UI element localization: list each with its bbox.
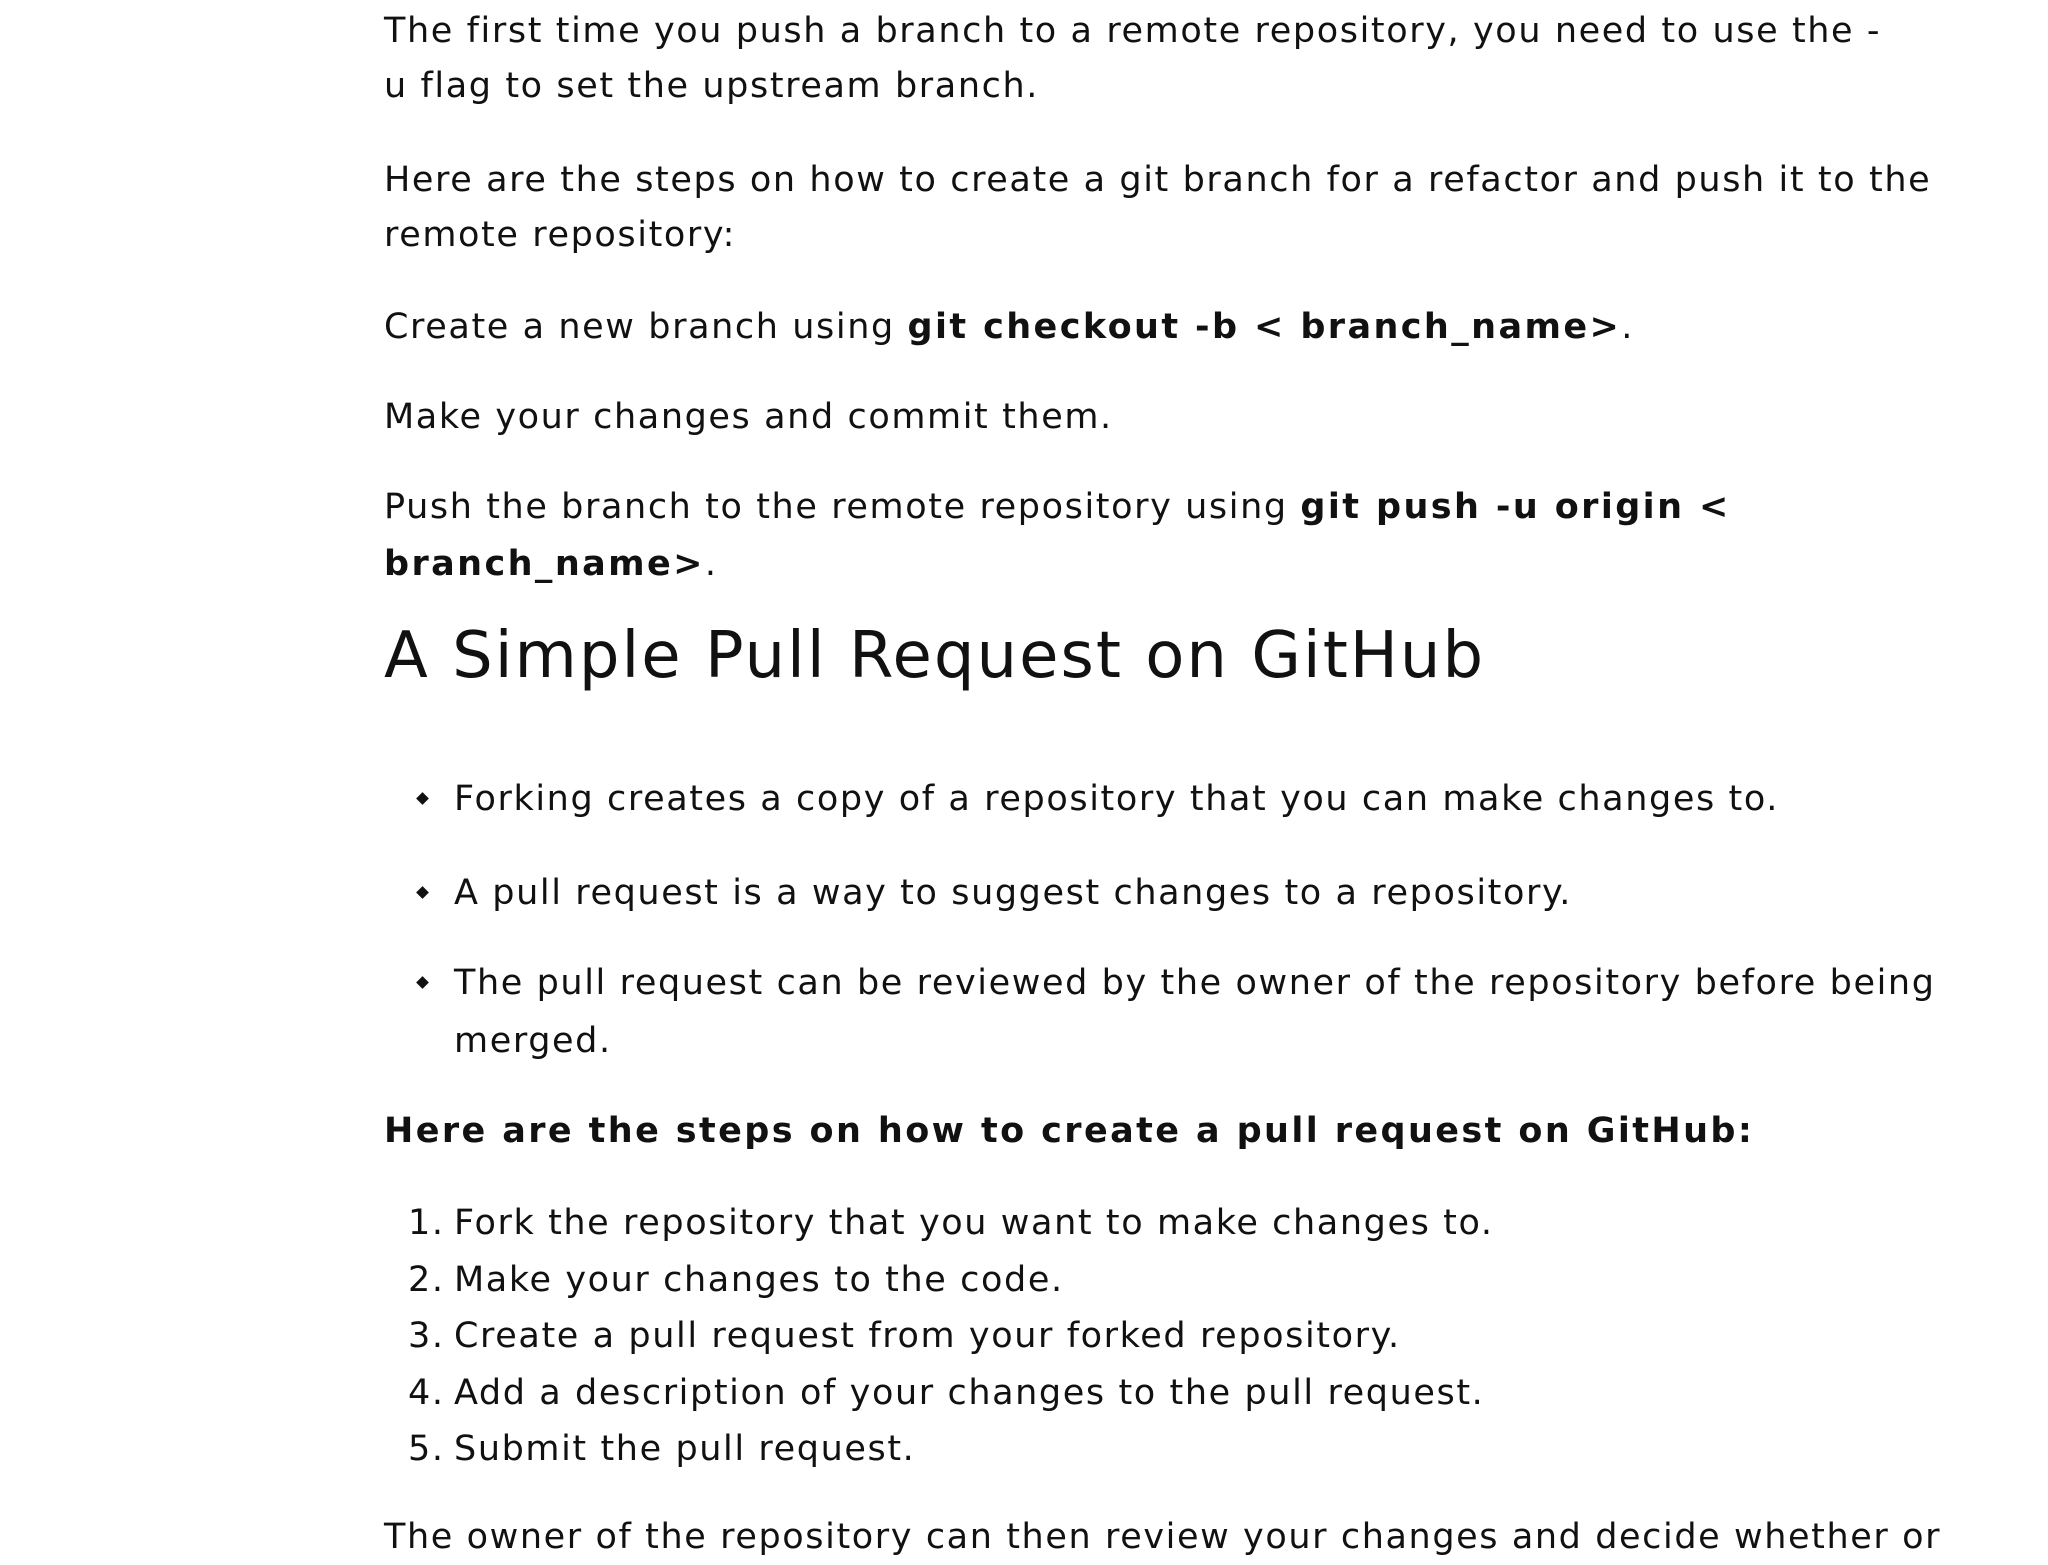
step-create-branch — [384, 299, 1634, 355]
step-push-code-1: git push -u origin < — [1300, 487, 1731, 527]
step-create-end: . — [1621, 307, 1634, 347]
step-push-line-2 — [384, 536, 718, 592]
closing-line-1: The owner of the repository can then review your changes and decide whether or — [384, 1517, 1942, 1557]
pr-steps-heading: Here are the steps on how to create a pull request on GitHub: — [384, 1111, 1755, 1151]
bullet-text: A pull request is a way to suggest changes to a repository. — [454, 873, 1573, 913]
list-text: Fork the repository that you want to make changes to. — [454, 1203, 1494, 1243]
step-create-text: Create a new branch using — [384, 307, 908, 347]
step-commit: Make your changes and commit them. — [384, 397, 1113, 437]
list-number: 5. — [408, 1429, 445, 1469]
list-number: 2. — [408, 1260, 445, 1300]
intro-line-2: u flag to set the upstream branch. — [384, 66, 1039, 106]
step-create-code: git checkout -b < branch_name> — [907, 307, 1622, 347]
diamond-bullet-icon — [416, 886, 429, 899]
step-push-line-1 — [384, 479, 1731, 535]
intro-line-1: The first time you push a branch to a remote repository, you need to use the - — [384, 11, 1882, 51]
list-number: 1. — [408, 1203, 445, 1243]
list-text: Add a description of your changes to the pull request. — [454, 1373, 1485, 1413]
list-text: Make your changes to the code. — [454, 1260, 1064, 1300]
list-text: Create a pull request from your forked repository. — [454, 1316, 1401, 1356]
diamond-bullet-icon — [416, 792, 429, 805]
step-push-text: Push the branch to the remote repository using — [384, 487, 1301, 527]
steps-intro-line-1: Here are the steps on how to create a git branch for a refactor and push it to the — [384, 160, 1932, 200]
list-number: 3. — [408, 1316, 445, 1356]
bullet-text-continued: merged. — [454, 1021, 612, 1061]
list-number: 4. — [408, 1373, 445, 1413]
step-push-end: . — [704, 544, 718, 584]
section-heading: A Simple Pull Request on GitHub — [384, 619, 1486, 693]
bullet-text: The pull request can be reviewed by the owner of the repository before being — [454, 963, 1936, 1003]
step-push-code-2: branch_name> — [384, 544, 705, 584]
list-text: Submit the pull request. — [454, 1429, 916, 1469]
bullet-text: Forking creates a copy of a repository that you can make changes to. — [454, 779, 1779, 819]
steps-intro-line-2: remote repository: — [384, 215, 737, 255]
diamond-bullet-icon — [416, 976, 429, 989]
